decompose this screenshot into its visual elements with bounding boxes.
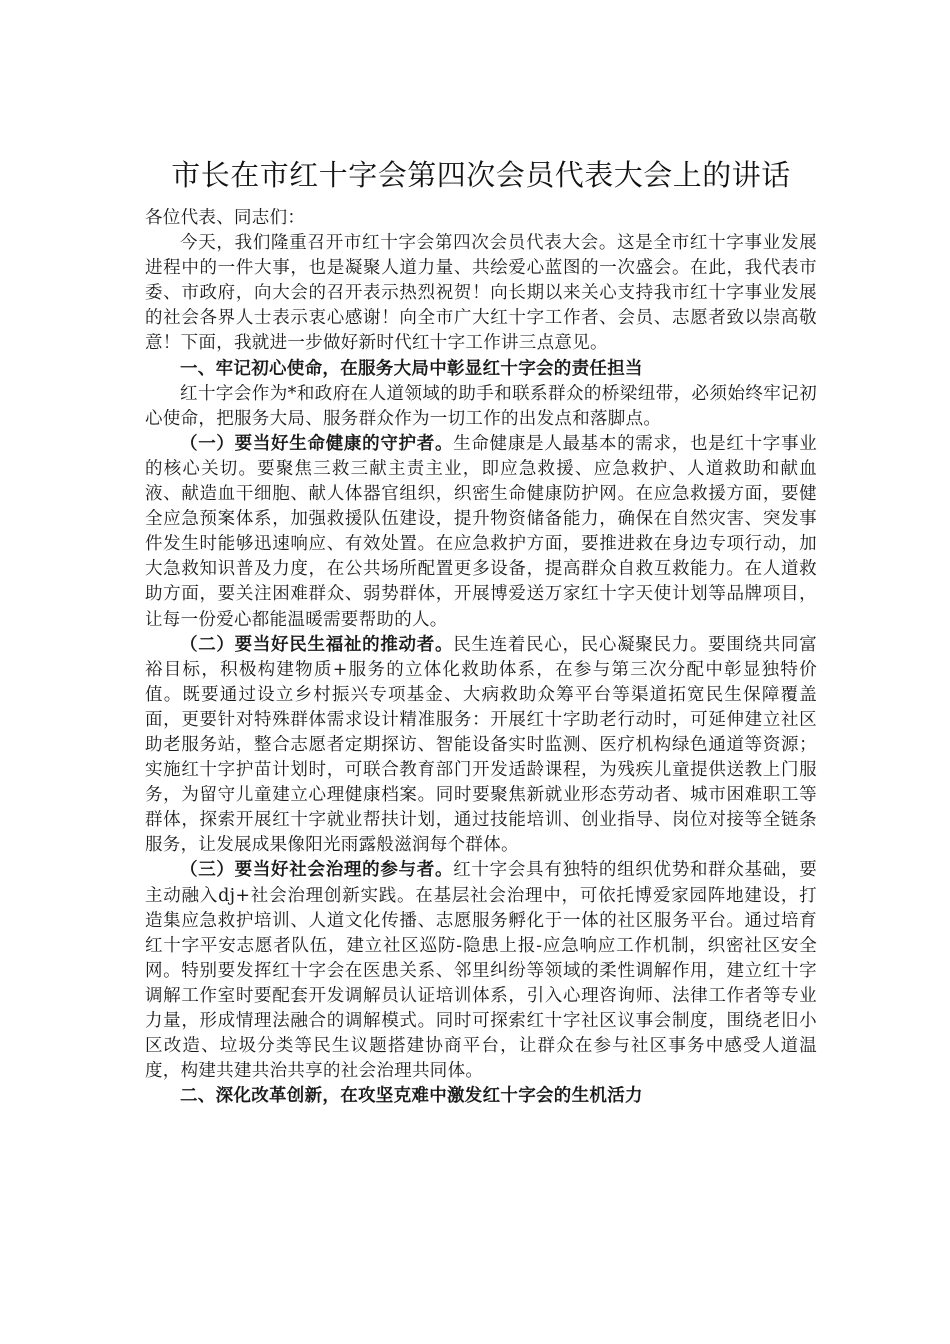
section-1-item-2-paragraph (145, 633, 817, 859)
item-3-lead: （三）要当好社会治理的参与者。 (180, 860, 454, 881)
document-page (145, 150, 817, 1109)
document-title: 市长在市红十字会第四次会员代表大会上的讲话 (171, 158, 791, 192)
intro-paragraph: 今天，我们隆重召开市红十字会第四次会员代表大会。这是全市红十字事业发展进程中的一件大事，也是凝聚人道力量、共绘爱心蓝图的一次盛会。在此，我代表市委、市政府，向大会的召开表示热烈祝贺！向长期以来关心支持我市红十字事业发展的社会各界人士表示衷心感谢！向全市广大红十字工作者、会员、志愿者致以崇高敬意！下面，我就进一步做好新时代红十字工作讲三点意见。 (145, 233, 817, 354)
section-1-item-1-paragraph (145, 432, 817, 633)
item-2-text: 民生连着民心，民心凝聚民力。要围绕共同富裕目标，积极构建物质+服务的立体化救助体系，在参与第三次分配中彰显独特价值。既要通过设立乡村振兴专项基金、大病救助众筹平台等渠道拓宽民生保障覆盖面，更要针对特殊群体需求设计精准服务：开展红十字助老行动时，可延伸建立社区助老服务站，整合志愿者定期探访、智能设备实时监测、医疗机构绿色通道等资源；实施红十字护苗计划时，可联合教育部门开发适龄课程，为残疾儿童提供送教上门服务，为留守儿童建立心理健康档案。同时要聚焦新就业形态劳动者、城市困难职工等群体，探索开展红十字就业帮扶计划，通过技能培训、创业指导、岗位对接等全链条服务，让发展成果像阳光雨露般滋润每个群体。 (145, 634, 818, 856)
item-2-lead: （二）要当好民生福祉的推动者。 (180, 634, 454, 655)
section-1-intro-paragraph: 红十字会作为*和政府在人道领域的助手和联系群众的桥梁纽带，必须始终牢记初心使命，把服务大局、服务群众作为一切工作的出发点和落脚点。 (145, 383, 817, 429)
item-3-text: 红十字会具有独特的组织优势和群众基础，要主动融入dj+社会治理创新实践。在基层社会治理中，可依托博爱家园阵地建设，打造集应急救护培训、人道文化传播、志愿服务孵化于一体的社区服务平台。通过培育红十字平安志愿者队伍，建立社区巡防-隐患上报-应急响应工作机制，织密社区安全网。特别要发挥红十字会在医患关系、邻里纠纷等领域的柔性调解作用，建立红十字调解工作室时要配套开发调解员认证培训体系，引入心理咨询师、法律工作者等专业力量，形成情理法融合的调解模式。同时可探索红十字社区议事会制度，围绕老旧小区改造、垃圾分类等民生议题搭建协商平台，让群众在参与社区事务中感受人道温度，构建共建共治共享的社会治理共同体。 (145, 860, 818, 1082)
section-1-item-3-paragraph (145, 858, 817, 1084)
section-heading-1: 一、牢记初心使命，在服务大局中彰显红十字会的责任担当 (180, 358, 643, 379)
item-1-text: 生命健康是人最基本的需求，也是红十字事业的核心关切。要聚焦三救三献主责主业，即应急救援、应急救护、人道救助和献血液、献造血干细胞、献人体器官组织，织密生命健康防护网。在应急救援方面，要健全应急预案体系，加强救援队伍建设，提升物资储备能力，确保在自然灾害、突发事件发生时能够迅速响应、有效处置。在应急救护方面，要推进救在身边专项行动，加大急救知识普及力度，在公共场所配置更多设备，提高群众自救互救能力。在人道救助方面，要关注困难群众、弱势群体，开展博爱送万家红十字天使计划等品牌项目，让每一份爱心都能温暖需要帮助的人。 (145, 433, 818, 630)
item-1-lead: （一）要当好生命健康的守护者。 (180, 433, 454, 454)
section-heading-2: 二、深化改革创新，在攻坚克难中激发红十字会的生机活力 (180, 1086, 643, 1107)
document-body (145, 206, 817, 1109)
salutation: 各位代表、同志们： (145, 208, 306, 228)
